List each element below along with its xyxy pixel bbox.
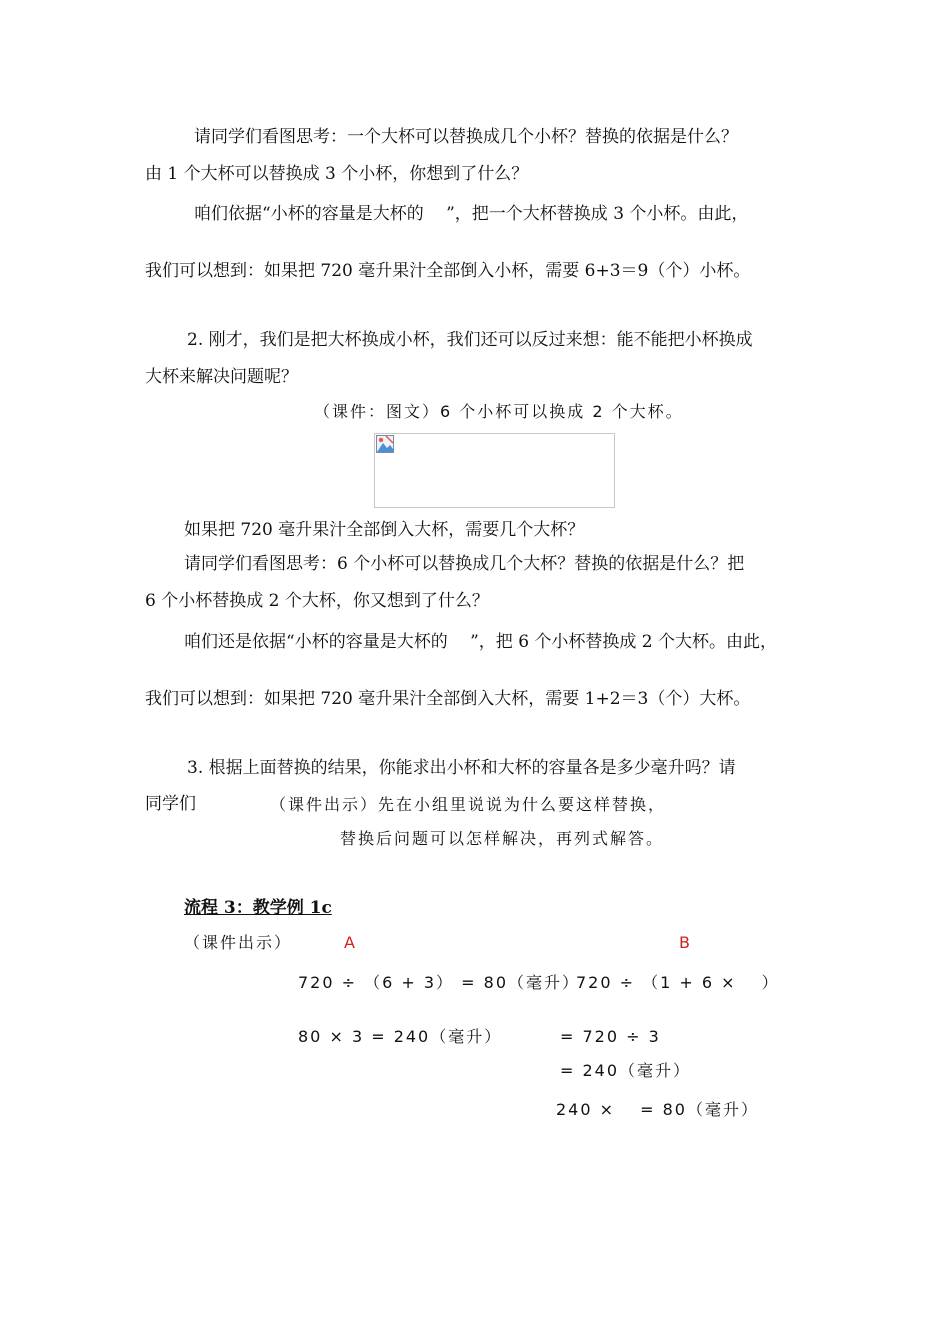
solution-b-step3: = 240（毫升） (560, 1061, 692, 1080)
courseware-instruction: （课件出示）先在小组里说说为什么要这样替换， (270, 795, 667, 814)
solution-a-step2: 80 × 3 = 240（毫升） (298, 1027, 503, 1046)
paragraph: 我们可以想到：如果把 720 毫升果汁全部倒入大杯，需要 1+2＝3（个）大杯。 (145, 689, 751, 709)
solution-b-step4: 240 × = 80（毫升） (556, 1100, 759, 1119)
question-3-line1: 3. 根据上面替换的结果，你能求出小杯和大杯的容量各是多少毫升吗？请 (187, 758, 736, 778)
solution-a-step1: 720 ÷ （6 + 3） = 80（毫升） (298, 973, 580, 992)
solution-a-label: A (344, 933, 357, 952)
question-2-line2: 大杯来解决问题呢？ (145, 367, 298, 387)
broken-image-icon (376, 435, 394, 453)
question-3-line2-start: 同学们 (145, 794, 196, 814)
courseware-instruction-cont: 替换后问题可以怎样解决，再列式解答。 (340, 829, 665, 848)
courseware-caption: （课件：图文）6 个小杯可以换成 2 个大杯。 (314, 402, 684, 421)
question-2-line1: 2. 刚才，我们是把大杯换成小杯，我们还可以反过来想：能不能把小杯换成 (187, 330, 753, 350)
paragraph: 我们可以想到：如果把 720 毫升果汁全部倒入小杯，需要 6+3＝9（个）小杯。 (145, 261, 751, 281)
paragraph: 由 1 个大杯可以替换成 3 个小杯，你想到了什么？ (145, 164, 529, 184)
paragraph: 咱们还是依据“小杯的容量是大杯的 ”，把 6 个小杯替换成 2 个大杯。由此， (184, 632, 778, 652)
solution-b-step1: 720 ÷ （1 + 6 × ） (576, 973, 780, 992)
solution-b-step2: = 720 ÷ 3 (560, 1027, 661, 1046)
paragraph: 如果把 720 毫升果汁全部倒入大杯，需要几个大杯？ (184, 520, 585, 540)
paragraph: 6 个小杯替换成 2 个大杯，你又想到了什么？ (145, 591, 489, 611)
paragraph: 请同学们看图思考：一个大杯可以替换成几个小杯？替换的依据是什么？ (194, 127, 738, 147)
broken-image-placeholder (374, 433, 615, 508)
courseware-label: （课件出示） (184, 933, 293, 952)
paragraph: 咱们依据“小杯的容量是大杯的 ”，把一个大杯替换成 3 个小杯。由此， (194, 204, 749, 224)
solution-b-label: B (679, 933, 692, 952)
flow-3-heading: 流程 3：教学例 1c (184, 898, 332, 918)
paragraph: 请同学们看图思考：6 个小杯可以替换成几个大杯？替换的依据是什么？把 (184, 554, 745, 574)
